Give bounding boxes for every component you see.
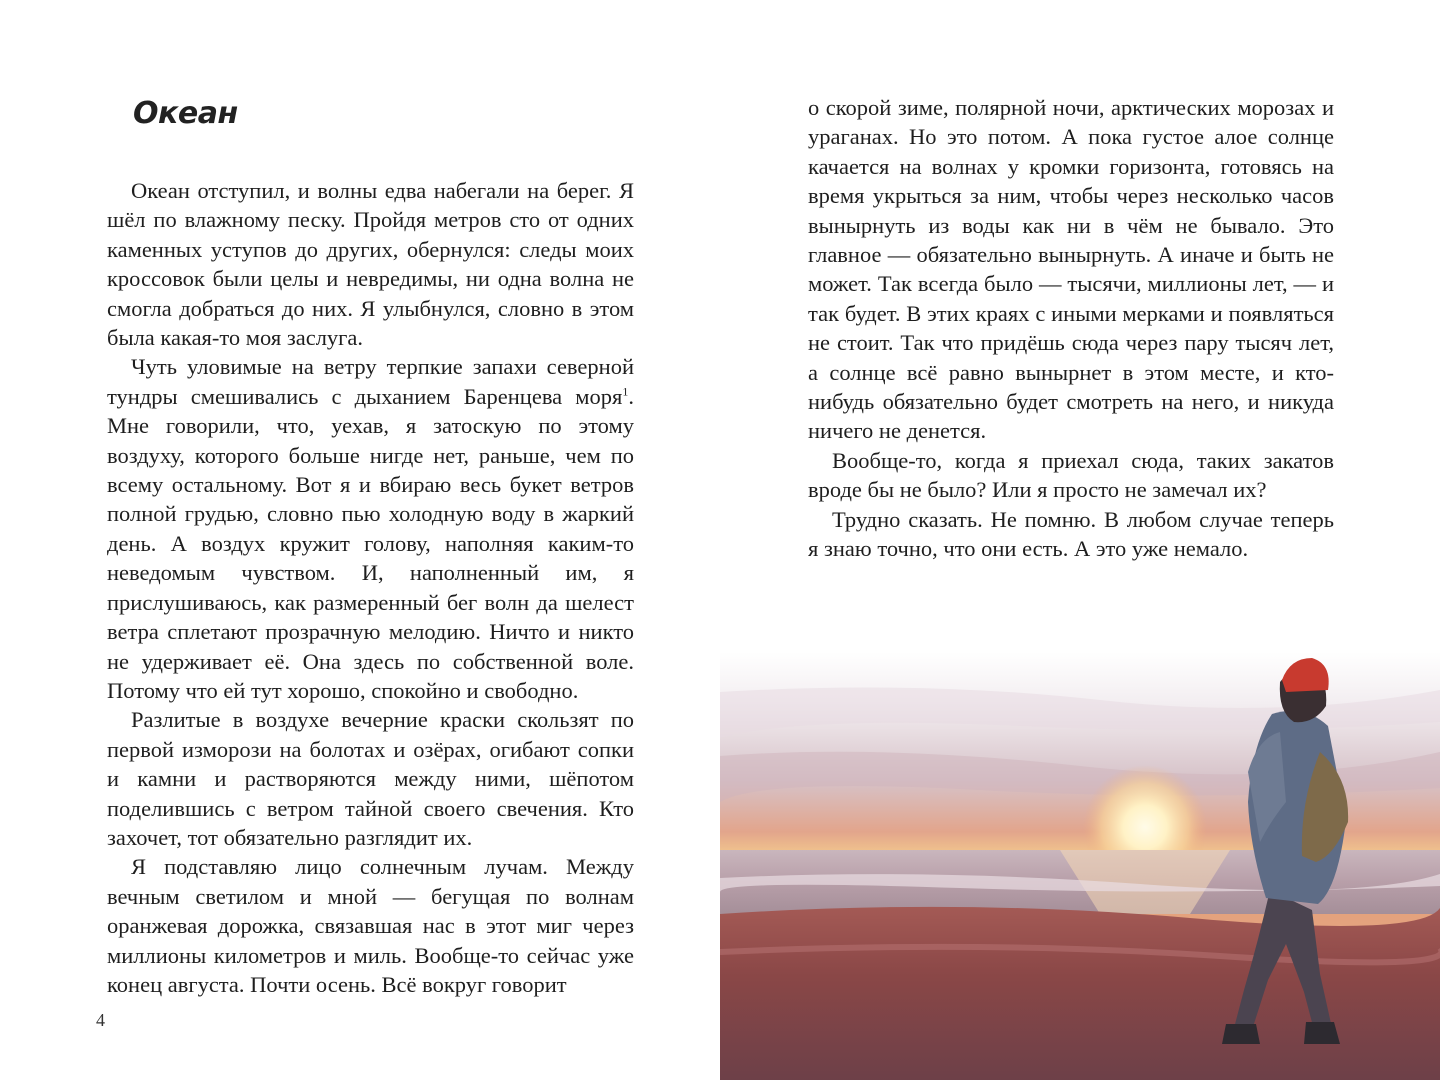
paragraph: Океан отступил, и волны едва набегали на берег. Я шёл по влажному песку. Пройдя метров сто от одних каменных уступов до других, обернулся: следы моих кроссовок были целы и невредимы, ни одна волна не смогла добраться до них. Я улыбнулся, словно в этом была какая-то моя заслуга. bbox=[107, 178, 634, 351]
paragraph-continuation: о скорой зиме, полярной ночи, арктических морозах и ураганах. Но это потом. А пока густое алое солнце качается на волнах у кромки горизонта, готовясь на время укрыться за ним, чтобы через несколько часов вынырнуть из воды как ни в чём не бывало. Это главное — обязательно вынырнуть. А иначе и быть не может. Так всегда было — тысячи, миллионы лет, — и так будет. В этих краях с иными мерками и появляться не стоит. Так что придёшь сюда через пару тысяч лет, а солнце всё равно вынырнет в этом месте, и кто-нибудь обязательно будет смотреть на него, и никуда ничего не денется. bbox=[808, 95, 1334, 444]
paragraph-rest: Мне говорили, что, уехав, я затоскую по этому воздуху, которого больше нигде нет, раньше, чем по всему остальному. Вот я и вбираю весь букет ветров полной грудью, словно пью холодную воду в жаркий день. А воздух кружит голову, наполняя каким-то неведомым чувством. И, наполненный им, я прислушиваюсь, как размеренный бег волн да шелест ветра сплетают прозрачную мелодию. Ничто и никто не удерживает её. Она здесь по собственной воле. Потому что ей тут хорошо, спокойно и свободно. bbox=[107, 413, 634, 703]
chapter-title: Океан bbox=[133, 96, 238, 131]
left-text-column bbox=[107, 176, 634, 999]
paragraph: Чуть уловимые на ветру терпкие запахи северной тундры смешивались с дыханием Баренцева моря$^1$. Мне говорили, что, уехав, я затоскую по этому воздуху, которого больше нигде нет, раньше, чем по всему остальному. Вот я и вбираю весь букет ветров полной грудью, словно пью холодную воду в жаркий день. А воздух кружит голову, наполняя каким-то неведомым чувством. И, наполненный им, я прислушиваюсь, как размеренный бег волн да шелест ветра сплетают прозрачную мелодию. Ничто и никто не удерживает её. Она здесь по собственной воле. Потому что ей тут хорошо, спокойно и свободно. bbox=[107, 354, 634, 703]
right-text-column bbox=[808, 93, 1334, 564]
page-number: 4 bbox=[96, 1010, 105, 1030]
paragraph-lead: Чуть уловимые на ветру терпкие запахи северной тундры смешивались с дыханием Баренцева моря bbox=[107, 354, 634, 409]
footnote-marker[interactable]: 1 bbox=[622, 384, 629, 399]
sunset-illustration bbox=[720, 652, 1440, 1080]
paragraph: Я подставляю лицо солнечным лучам. Между вечным светилом и мной — бегущая по волнам оранжевая дорожка, связавшая нас в этот миг через миллионы километров и миль. Вообще-то сейчас уже конец августа. Почти осень. Всё вокруг говорит bbox=[107, 854, 634, 997]
paragraph: Вообще-то, когда я приехал сюда, таких закатов вроде бы не было? Или я просто не замечал их? bbox=[808, 447, 1334, 503]
paragraph: Трудно сказать. Не помню. В любом случае теперь я знаю точно, что они есть. А это уже немало. bbox=[808, 506, 1334, 562]
paragraph: Разлитые в воздухе вечерние краски скользят по первой изморози на болотах и озёрах, огибают сопки и камни и растворяются между ними, шёпотом поделившись с ветром тайной своего свечения. Кто захочет, тот обязательно разглядит их. bbox=[107, 707, 634, 850]
